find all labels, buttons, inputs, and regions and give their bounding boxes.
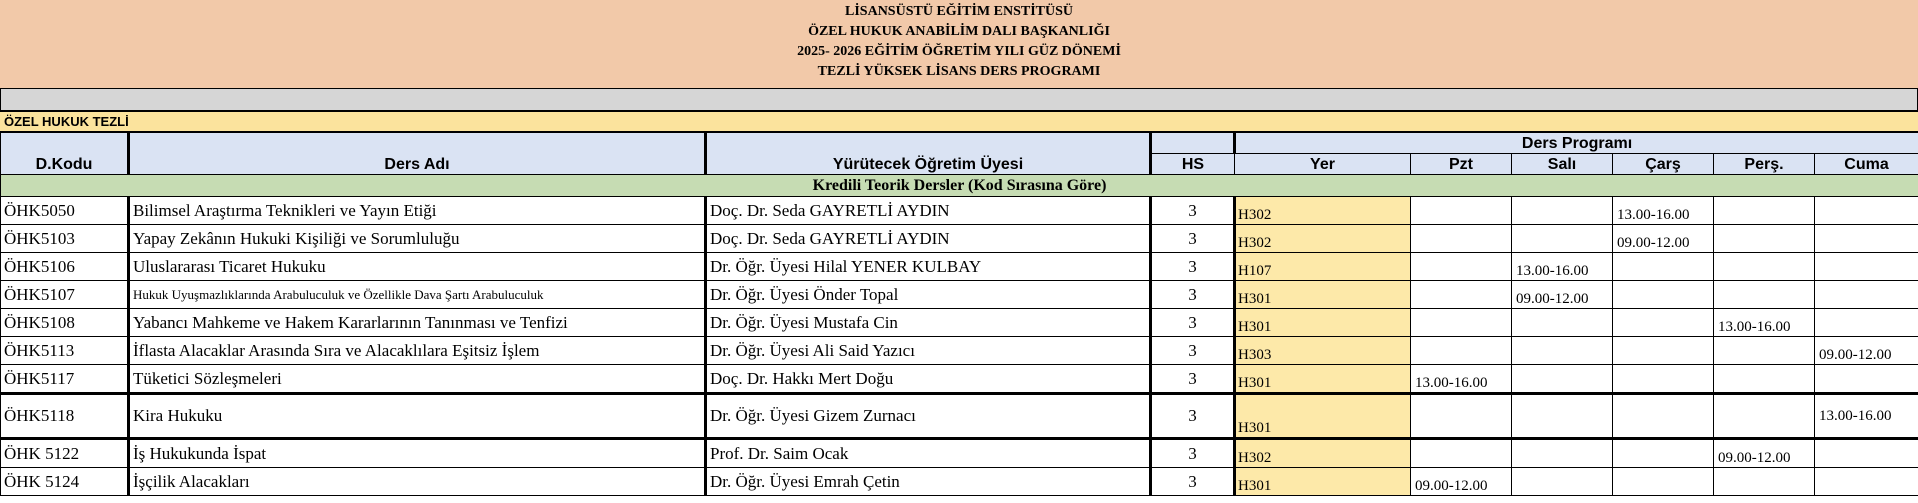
slot-mon: [1411, 225, 1512, 253]
course-teacher: Doç. Dr. Seda GAYRETLİ AYDIN: [706, 197, 1151, 225]
slot-thu: [1714, 337, 1815, 365]
slot-tue: [1512, 468, 1613, 496]
col-tue-header: Salı: [1512, 154, 1613, 175]
course-teacher: Dr. Öğr. Üyesi Ali Said Yazıcı: [706, 337, 1151, 365]
slot-thu: [1714, 468, 1815, 496]
course-hours: 3: [1151, 225, 1235, 253]
slot-wed: [1613, 468, 1714, 496]
course-name: İflasta Alacaklar Arasında Sıra ve Alacaklılara Eşitsiz İşlem: [129, 337, 706, 365]
course-room: H301: [1235, 365, 1411, 394]
slot-tue: [1512, 309, 1613, 337]
slot-wed: [1613, 365, 1714, 394]
course-code: ÖHK5103: [1, 225, 129, 253]
subheader-row: [1, 175, 1918, 197]
course-code: ÖHK 5122: [1, 439, 129, 468]
slot-tue: [1512, 337, 1613, 365]
col-mon-header: Pzt: [1411, 154, 1512, 175]
course-teacher: Doç. Dr. Seda GAYRETLİ AYDIN: [706, 225, 1151, 253]
course-code: ÖHK5106: [1, 253, 129, 281]
course-name: Hukuk Uyuşmazlıklarında Arabuluculuk ve Özellikle Dava Şartı Arabuluculuk: [129, 281, 706, 309]
course-room: H301: [1235, 394, 1411, 439]
course-room: H301: [1235, 468, 1411, 496]
spacer-band: [0, 88, 1918, 110]
course-name: Yabancı Mahkeme ve Hakem Kararlarının Tanınması ve Tenfizi: [129, 309, 706, 337]
department-title: ÖZEL HUKUK ANABİLİM DALI BAŞKANLIĞI: [808, 24, 1110, 39]
slot-mon: 09.00-12.00: [1411, 468, 1512, 496]
course-teacher: Dr. Öğr. Üyesi Önder Topal: [706, 281, 1151, 309]
course-code: ÖHK 5124: [1, 468, 129, 496]
course-name: Uluslararası Ticaret Hukuku: [129, 253, 706, 281]
slot-wed: 13.00-16.00: [1613, 197, 1714, 225]
course-hours: 3: [1151, 281, 1235, 309]
slot-thu: [1714, 365, 1815, 394]
course-code: ÖHK5050: [1, 197, 129, 225]
course-room: H301: [1235, 309, 1411, 337]
col-name-header: Ders Adı: [129, 133, 706, 175]
course-name: Yapay Zekânın Hukuki Kişiliği ve Sorumluluğu: [129, 225, 706, 253]
course-teacher: Dr. Öğr. Üyesi Gizem Zurnacı: [706, 394, 1151, 439]
hs-header-top: [1151, 133, 1235, 154]
course-code: ÖHK5108: [1, 309, 129, 337]
slot-fri: [1815, 439, 1918, 468]
course-code: ÖHK5107: [1, 281, 129, 309]
slot-fri: 09.00-12.00: [1815, 337, 1918, 365]
slot-wed: [1613, 439, 1714, 468]
course-teacher: Doç. Dr. Hakkı Mert Doğu: [706, 365, 1151, 394]
col-room-header: Yer: [1235, 154, 1411, 175]
course-hours: 3: [1151, 468, 1235, 496]
slot-fri: [1815, 309, 1918, 337]
slot-wed: [1613, 281, 1714, 309]
slot-fri: [1815, 197, 1918, 225]
course-room: H301: [1235, 281, 1411, 309]
course-teacher: Prof. Dr. Saim Ocak: [706, 439, 1151, 468]
course-hours: 3: [1151, 197, 1235, 225]
table-row: [1, 253, 1918, 281]
slot-fri: [1815, 365, 1918, 394]
course-room: H107: [1235, 253, 1411, 281]
header-row-1: [1, 133, 1918, 154]
course-room: H303: [1235, 337, 1411, 365]
program-title: TEZLİ YÜKSEK LİSANS DERS PROGRAMI: [817, 64, 1101, 79]
slot-tue: 09.00-12.00: [1512, 281, 1613, 309]
course-code: ÖHK5117: [1, 365, 129, 394]
slot-fri: [1815, 225, 1918, 253]
table-row: [1, 365, 1918, 394]
section-title: ÖZEL HUKUK TEZLİ: [0, 110, 1918, 132]
course-hours: 3: [1151, 337, 1235, 365]
course-room: H302: [1235, 225, 1411, 253]
slot-fri: 13.00-16.00: [1815, 394, 1918, 439]
document-header: [0, 0, 1918, 88]
slot-tue: [1512, 365, 1613, 394]
course-name: Kira Hukuku: [129, 394, 706, 439]
col-code-header: D.Kodu: [1, 133, 129, 175]
slot-thu: 09.00-12.00: [1714, 439, 1815, 468]
slot-mon: [1411, 439, 1512, 468]
slot-mon: [1411, 197, 1512, 225]
institute-title: LİSANSÜSTÜ EĞİTİM ENSTİTÜSÜ: [845, 4, 1073, 19]
course-teacher: Dr. Öğr. Üyesi Emrah Çetin: [706, 468, 1151, 496]
slot-wed: [1613, 337, 1714, 365]
slot-thu: 13.00-16.00: [1714, 309, 1815, 337]
course-hours: 3: [1151, 253, 1235, 281]
slot-mon: [1411, 309, 1512, 337]
table-row: [1, 281, 1918, 309]
col-hs-header: HS: [1151, 154, 1235, 175]
slot-mon: [1411, 253, 1512, 281]
course-hours: 3: [1151, 309, 1235, 337]
table-row: [1, 439, 1918, 468]
slot-wed: [1613, 309, 1714, 337]
course-code: ÖHK5113: [1, 337, 129, 365]
table-row: [1, 309, 1918, 337]
slot-tue: [1512, 439, 1613, 468]
slot-thu: [1714, 225, 1815, 253]
slot-thu: [1714, 394, 1815, 439]
slot-fri: [1815, 253, 1918, 281]
col-teacher-header: Yürütecek Öğretim Üyesi: [706, 133, 1151, 175]
slot-tue: [1512, 394, 1613, 439]
slot-wed: [1613, 253, 1714, 281]
course-name: Bilimsel Araştırma Teknikleri ve Yayın Etiği: [129, 197, 706, 225]
slot-mon: [1411, 337, 1512, 365]
table-row: [1, 225, 1918, 253]
course-room: H302: [1235, 439, 1411, 468]
course-teacher: Dr. Öğr. Üyesi Hilal YENER KULBAY: [706, 253, 1151, 281]
course-hours: 3: [1151, 439, 1235, 468]
table-row: [1, 197, 1918, 225]
course-hours: 3: [1151, 394, 1235, 439]
slot-mon: [1411, 281, 1512, 309]
slot-thu: [1714, 197, 1815, 225]
course-name: İşçilik Alacakları: [129, 468, 706, 496]
slot-mon: [1411, 394, 1512, 439]
slot-tue: [1512, 225, 1613, 253]
slot-tue: [1512, 197, 1613, 225]
slot-fri: [1815, 468, 1918, 496]
table-row: [1, 468, 1918, 496]
course-schedule-table: [0, 132, 1918, 496]
slot-thu: [1714, 253, 1815, 281]
course-name: İş Hukukunda İspat: [129, 439, 706, 468]
slot-mon: 13.00-16.00: [1411, 365, 1512, 394]
slot-thu: [1714, 281, 1815, 309]
course-teacher: Dr. Öğr. Üyesi Mustafa Cin: [706, 309, 1151, 337]
table-row: [1, 337, 1918, 365]
course-hours: 3: [1151, 365, 1235, 394]
col-thu-header: Perş.: [1714, 154, 1815, 175]
slot-wed: 09.00-12.00: [1613, 225, 1714, 253]
course-code: ÖHK5118: [1, 394, 129, 439]
term-title: 2025- 2026 EĞİTİM ÖĞRETİM YILI GÜZ DÖNEMİ: [797, 44, 1121, 59]
slot-wed: [1613, 394, 1714, 439]
col-program-header: Ders Programı: [1235, 133, 1918, 154]
col-fri-header: Cuma: [1815, 154, 1918, 175]
course-name: Tüketici Sözleşmeleri: [129, 365, 706, 394]
col-wed-header: Çarş: [1613, 154, 1714, 175]
course-room: H302: [1235, 197, 1411, 225]
slot-tue: 13.00-16.00: [1512, 253, 1613, 281]
slot-fri: [1815, 281, 1918, 309]
table-row: [1, 394, 1918, 439]
subheader-label: Kredili Teorik Dersler (Kod Sırasına Göre): [1, 175, 1918, 197]
